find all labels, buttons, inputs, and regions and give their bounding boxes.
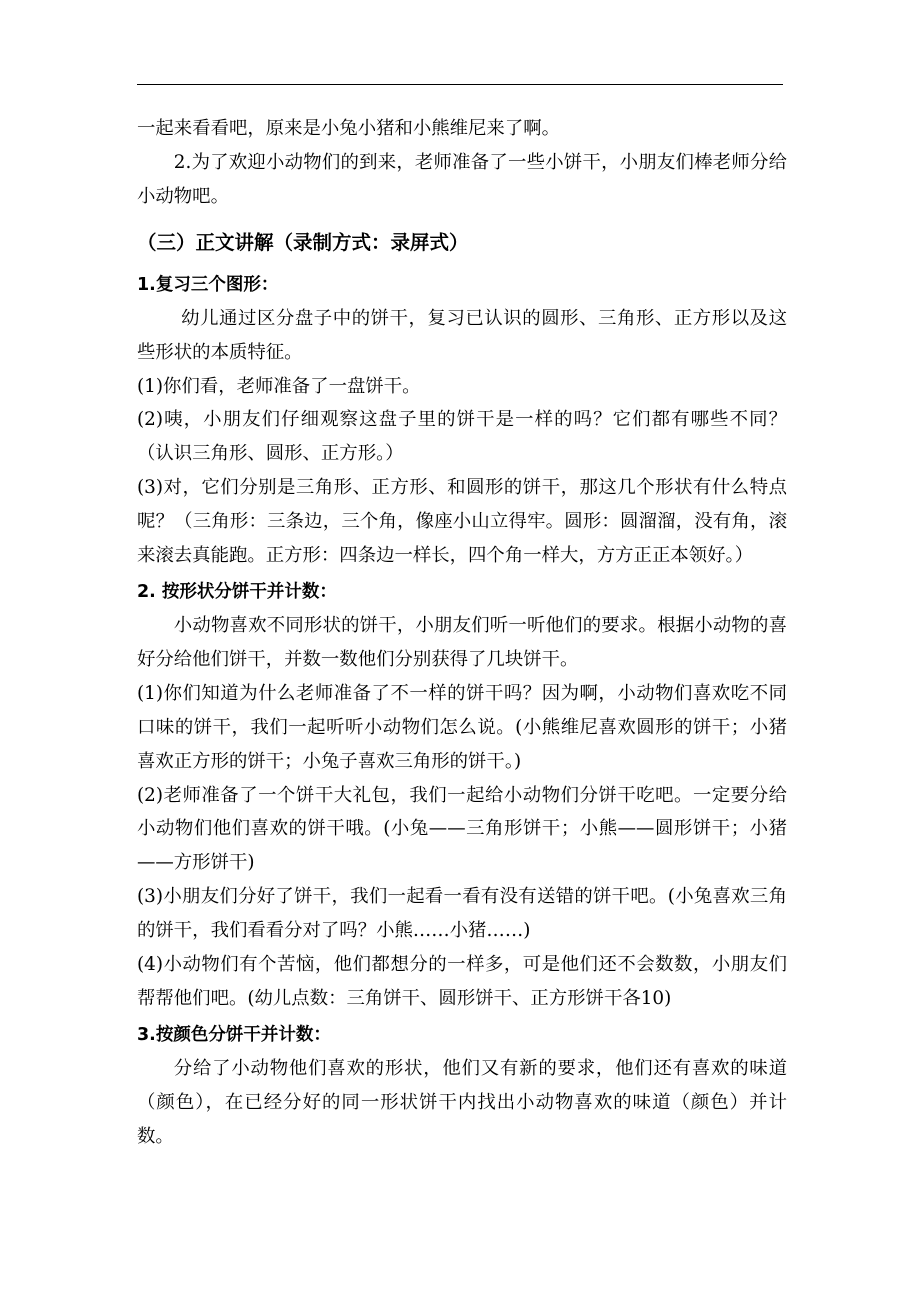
document-body [137, 112, 787, 1154]
subsection-heading: 2. 按形状分饼干并计数： [137, 581, 337, 602]
list-item: (1)你们看，老师准备了一盘饼干。 [137, 375, 421, 397]
body-paragraph: 幼儿通过区分盘子中的饼干，复习已认识的圆形、三角形、正方形以及这些形状的本质特征。 [137, 307, 787, 363]
list-item: (3)对，它们分别是三角形、正方形、和圆形的饼干，那这几个形状有什么特点呢？（三角形：三条边，三个角，像座小山立得牢。圆形：圆溜溜，没有角，滚来滚去真能跑。正方形：四条边一样长，四个角一样大，方方正正本领好。） [137, 477, 787, 567]
body-paragraph: 小动物喜欢不同形状的饼干，小朋友们听一听他们的要求。根据小动物的喜好分给他们饼干，并数一数他们分别获得了几块饼干。 [137, 614, 787, 670]
intro-paragraph: 一起来看看吧，原来是小兔小猪和小熊维尼来了啊。 [137, 118, 560, 139]
list-item: (2)咦，小朋友们仔细观察这盘子里的饼干是一样的吗？它们都有哪些不同？（认识三角形、圆形、正方形。） [137, 409, 787, 465]
subsection-heading: 1.复习三个图形： [137, 274, 279, 295]
list-item: (2)老师准备了一个饼干大礼包，我们一起给小动物们分饼干吃吧。一定要分给小动物们他们喜欢的饼干哦。(小兔——三角形饼干；小熊——圆形饼干；小猪——方形饼干) [137, 784, 787, 874]
subsection-heading: 3.按颜色分饼干并计数： [137, 1024, 331, 1045]
section-heading: （三）正文讲解（录制方式：录屏式） [137, 230, 469, 254]
list-item: (1)你们知道为什么老师准备了不一样的饼干吗？因为啊，小动物们喜欢吃不同口味的饼干，我们一起听听小动物们怎么说。(小熊维尼喜欢圆形的饼干；小猪喜欢正方形的饼干；小兔子喜欢三角形的饼干。) [137, 682, 787, 772]
header-rule [137, 84, 783, 85]
body-paragraph: 分给了小动物他们喜欢的形状，他们又有新的要求，他们还有喜欢的味道（颜色），在已经分好的同一形状饼干内找出小动物喜欢的味道（颜色）并计数。 [137, 1057, 787, 1147]
list-item: (4)小动物们有个苦恼，他们都想分的一样多，可是他们还不会数数，小朋友们帮帮他们吧。(幼儿点数：三角饼干、圆形饼干、正方形饼干各10) [137, 954, 787, 1009]
intro-paragraph: 2.为了欢迎小动物们的到来，老师准备了一些小饼干，小朋友们棒老师分给小动物吧。 [137, 151, 787, 207]
list-item: (3)小朋友们分好了饼干，我们一起看一看有没有送错的饼干吧。(小兔喜欢三角的饼干，我们看看分对了吗？小熊……小猪……) [137, 886, 787, 942]
